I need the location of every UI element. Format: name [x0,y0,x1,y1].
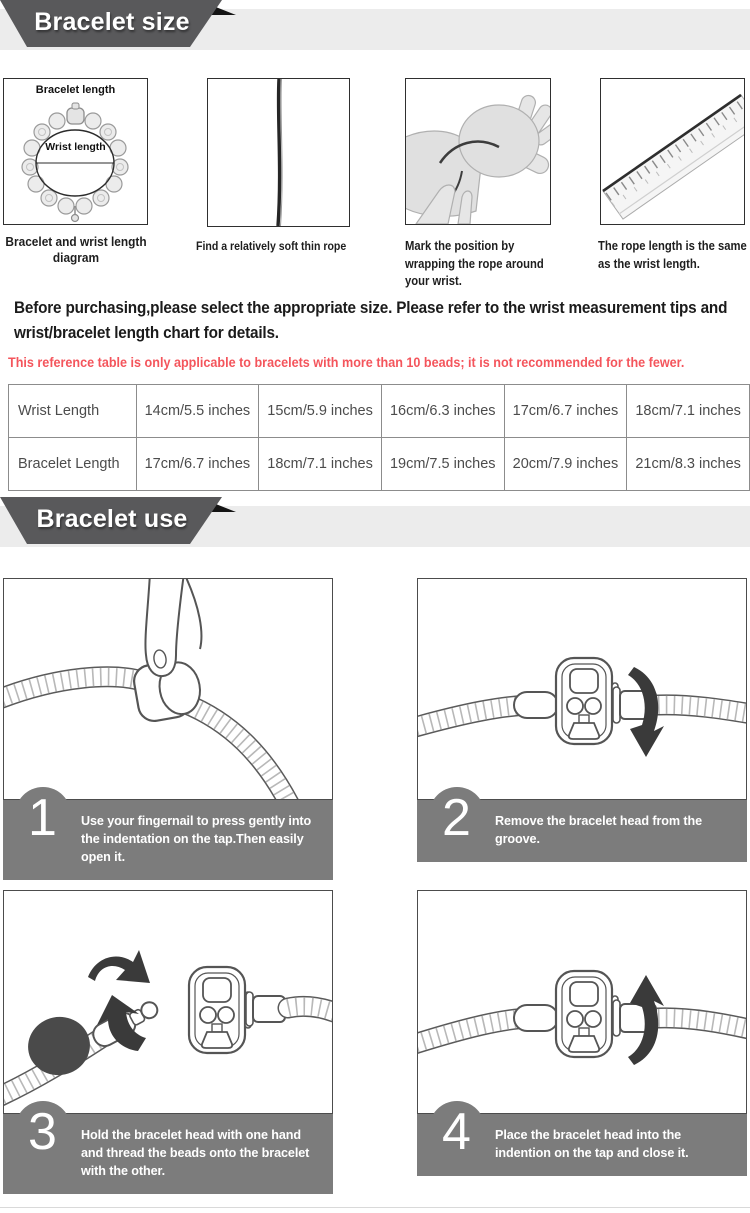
bracelet-length-label: Bracelet length [35,84,116,96]
size-intro-text: Before purchasing,please select the appropriate size. Please refer to the wrist measurement tips and wrist/bracelet length chart for details. [14,298,728,342]
use-step-1-image [3,578,333,800]
use-step-panel-2 [417,578,747,862]
use-step-3-image [3,890,333,1114]
table-cell: 17cm/6.7 inches [504,385,627,438]
step-number: 3 [28,1103,57,1161]
table-row-bracelet [9,438,750,491]
size-note-text: This reference table is only applicable to bracelets with more than 10 beads; it is not recommended for the fewer. [8,354,685,370]
step-number: 2 [442,789,471,847]
use-step-panel-4 [417,890,747,1176]
use-step-2-caption-bar [417,789,747,862]
use-banner-title: Bracelet use [36,505,188,533]
table-cell: Bracelet Length [9,438,137,491]
use-banner [0,497,240,545]
table-cell: 17cm/6.7 inches [136,438,259,491]
wrist-wrap-illustration [406,79,550,224]
table-cell: 19cm/7.5 inches [381,438,504,491]
remove-head-illustration [418,579,746,799]
step1-caption: Bracelet and wrist length diagram [5,235,147,266]
step-text: Place the bracelet head into the indention on the tap and close it. [495,1127,689,1160]
use-step-panel-3 [3,890,333,1194]
wrist-wrap-image [405,78,551,225]
ruler-image [600,78,745,225]
ruler-illustration [601,79,744,224]
table-cell: 18cm/7.1 inches [259,438,382,491]
use-step-panel-1 [3,578,333,880]
step-text: Remove the bracelet head from the groove. [495,813,703,846]
step-number: 4 [442,1103,471,1161]
step-number: 1 [28,789,57,847]
step3-caption: Mark the position by wrapping the rope around your wrist. [405,239,544,288]
wrist-length-label: Wrist length [45,141,106,153]
table-cell: 21cm/8.3 inches [627,438,750,491]
use-step-4-caption-bar [417,1103,747,1176]
use-step-1-caption-bar [3,789,333,880]
step2-caption: Find a relatively soft thin rope [196,239,347,253]
rope-illustration [208,79,349,226]
use-step-4-image [417,890,747,1114]
close-clasp-illustration [418,891,746,1113]
table-cell: 20cm/7.9 inches [504,438,627,491]
step4-caption: The rope length is the same as the wrist length. [598,239,747,271]
step-text: Use your fingernail to press gently into the indentation on the tap.Then easily open it. [81,813,312,864]
thread-beads-illustration [4,891,332,1113]
bottom-divider [0,1207,750,1208]
use-step-2-image [417,578,747,800]
rope-image [207,78,350,227]
table-cell: Wrist Length [9,385,137,438]
size-table [8,384,750,491]
use-step-3-caption-bar [3,1103,333,1194]
table-cell: 14cm/5.5 inches [136,385,259,438]
table-cell: 16cm/6.3 inches [381,385,504,438]
table-row-wrist [9,385,750,438]
open-clasp-illustration [4,579,332,799]
size-banner-title: Bracelet size [34,8,190,36]
bracelet-diagram-image [3,78,148,225]
table-cell: 15cm/5.9 inches [259,385,382,438]
size-banner [0,0,240,48]
step-text: Hold the bracelet head with one hand and thread the beads onto the bracelet with the other. [81,1127,310,1178]
table-cell: 18cm/7.1 inches [627,385,750,438]
